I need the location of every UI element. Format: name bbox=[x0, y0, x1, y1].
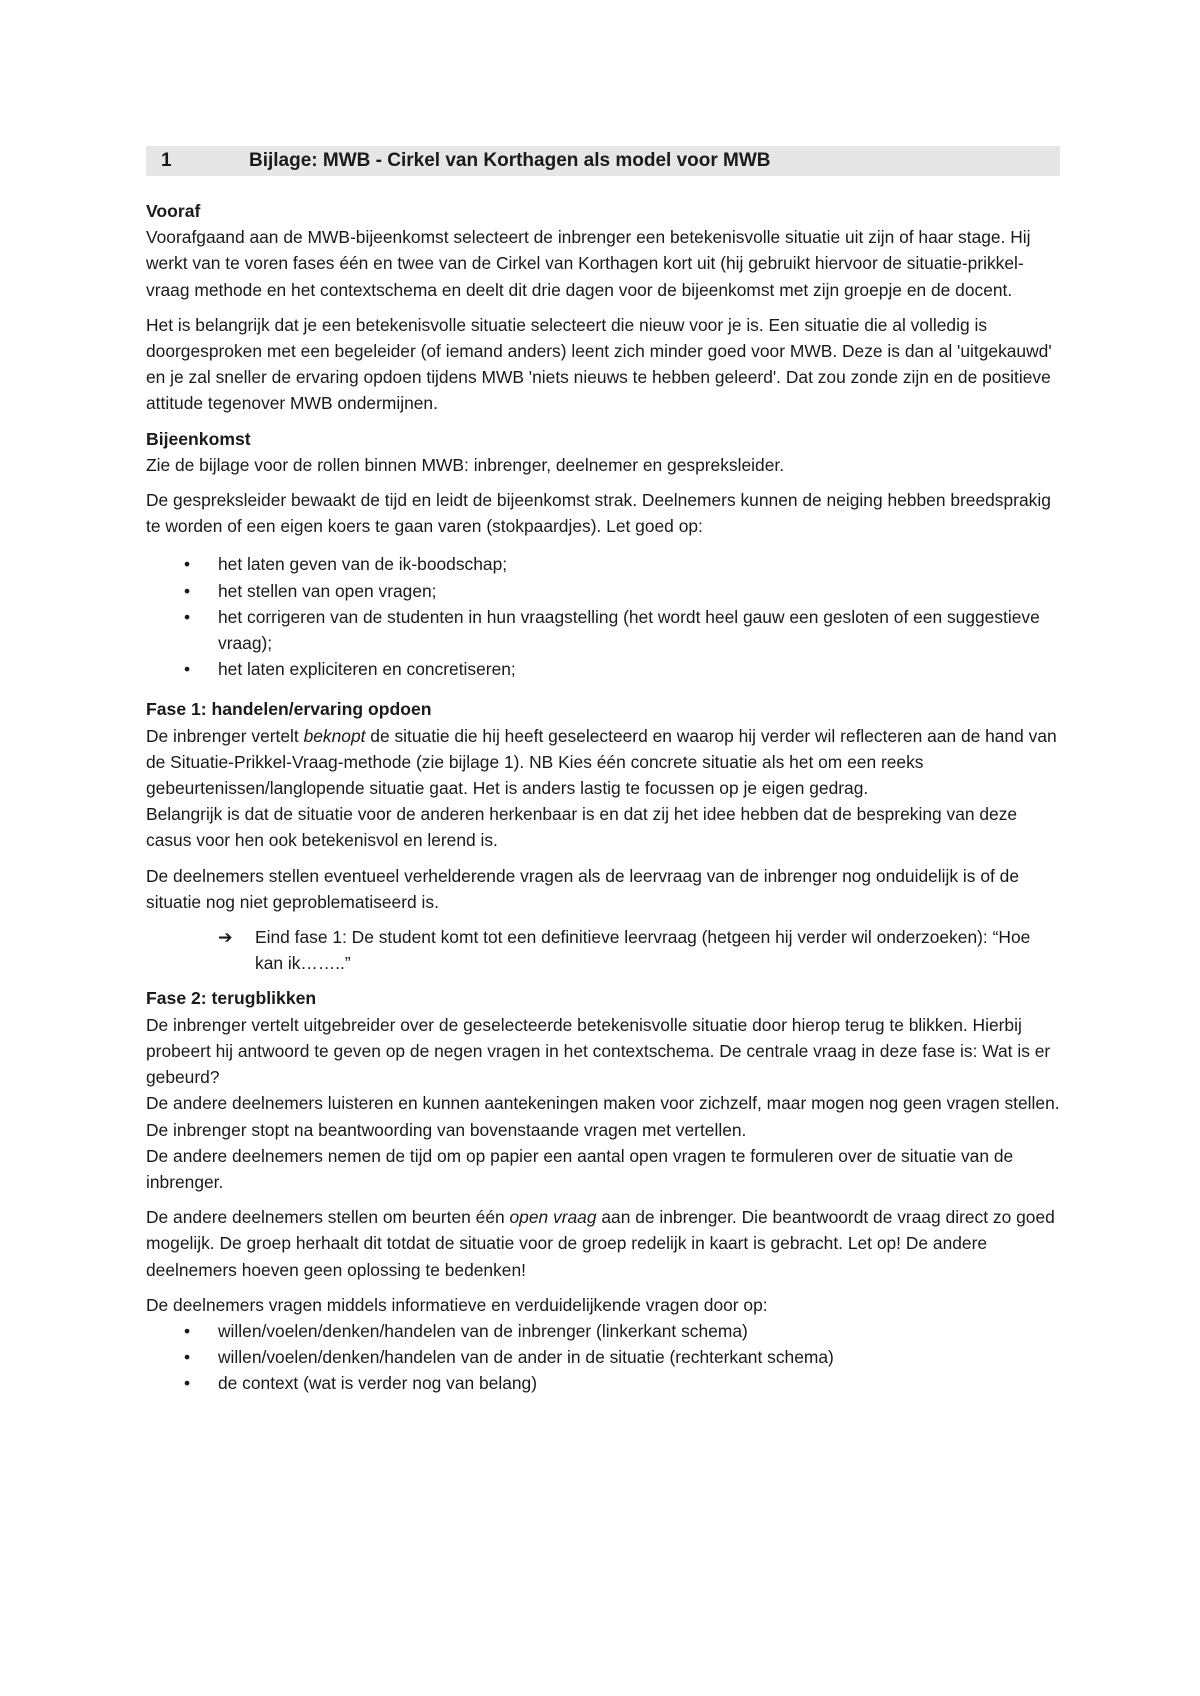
section-title-fase-1: Fase 1: handelen/ervaring opdoen bbox=[146, 699, 432, 720]
section-title-fase-2: Fase 2: terugblikken bbox=[146, 988, 317, 1009]
fase-2-line-1: De inbrenger vertelt uitgebreider over de geselecteerde betekenisvolle situatie door hierop terug te blikken. Hierbij probeert hij antwoord te geven op de negen vragen in het contextschema. De centrale vraag in deze fase is: Wat is er gebeurd? bbox=[146, 1014, 1051, 1088]
heading-title: Bijlage: MWB - Cirkel van Korthagen als model voor MWB bbox=[249, 149, 771, 171]
document-content bbox=[146, 146, 1060, 1397]
section-title-bijeenkomst: Bijeenkomst bbox=[146, 428, 251, 449]
bullet-icon: • bbox=[184, 580, 191, 601]
text-run: aan de inbrenger. Die beantwoordt de vraag direct zo goed mogelijk. De groep herhaalt dit totdat de situatie voor de groep redelijk in kaart is gebracht. Let op! De andere deelnemers hoeven geen oplossing te bedenken! bbox=[146, 1207, 1055, 1280]
bijeenkomst-paragraph-1: Zie de bijlage voor de rollen binnen MWB: inbrenger, deelnemer en gespreksleider. bbox=[146, 454, 785, 475]
list-item bbox=[146, 604, 1060, 656]
bullet-icon: • bbox=[184, 1347, 191, 1368]
emphasis-text: beknopt bbox=[303, 725, 366, 746]
list-item bbox=[146, 551, 1060, 577]
fase-1-paragraph-1b: Belangrijk is dat de situatie voor de anderen herkenbaar is en dat zij het idee hebben dat de bespreking van deze casus voor hen ook betekenisvol en lerend is. bbox=[146, 804, 1018, 851]
conclusion-item bbox=[146, 924, 1060, 976]
bullet-icon: • bbox=[184, 659, 191, 680]
bullet-icon: • bbox=[184, 1373, 191, 1394]
list-item-text: de context (wat is verder nog van belang) bbox=[218, 1373, 538, 1394]
list-item-text: het corrigeren van de studenten in hun vraagstelling (het wordt heel gauw een gesloten of een suggestieve vraag); bbox=[218, 606, 1040, 654]
fase-2-paragraph-3: De deelnemers vragen middels informatieve en verduidelijkende vragen door op: bbox=[146, 1294, 768, 1315]
bullet-icon: • bbox=[184, 1320, 191, 1341]
fase-2-line-4: De andere deelnemers nemen de tijd om op papier een aantal open vragen te formuleren over de situatie van de inbrenger. bbox=[146, 1145, 1014, 1192]
fase-2-line-3: De inbrenger stopt na beantwoording van bovenstaande vragen met vertellen. bbox=[146, 1119, 747, 1140]
emphasis-text: open vraag bbox=[509, 1207, 597, 1228]
text-run: de situatie die hij heeft geselecteerd en waarop hij verder wil reflecteren aan de hand van de Situatie-Prikkel-Vraag-methode (zie bijlage 1). NB Kies één concrete situatie als het om een reeks gebeurtenissen/langlopende situatie gaat. Het is anders lastig te focussen op je eigen gedrag. bbox=[146, 725, 1057, 799]
bullet-icon: • bbox=[184, 606, 191, 627]
fase-2-paragraph-2 bbox=[146, 1204, 1060, 1283]
bijeenkomst-paragraph-2: De gespreksleider bewaakt de tijd en leidt de bijeenkomst strak. Deelnemers kunnen de neiging hebben breedsprakig te worden of een eigen koers te gaan varen (stokpaardjes). Let goed op: bbox=[146, 490, 1051, 537]
bijeenkomst-list bbox=[146, 551, 1060, 682]
bullet-icon: • bbox=[184, 554, 191, 575]
list-item-text: het laten expliciteren en concretiseren; bbox=[218, 659, 516, 680]
text-run: De inbrenger vertelt bbox=[146, 725, 304, 746]
appendix-heading bbox=[146, 146, 1060, 176]
conclusion-text: Eind fase 1: De student komt tot een definitieve leervraag (hetgeen hij verder wil onderzoeken): “Hoe kan ik……..” bbox=[255, 927, 1031, 974]
text-run: De andere deelnemers stellen om beurten één bbox=[146, 1207, 510, 1228]
section-title-vooraf: Vooraf bbox=[146, 201, 201, 221]
vooraf-paragraph-1: Voorafgaand aan de MWB-bijeenkomst selecteert de inbrenger een betekenisvolle situatie uit zijn of haar stage. Hij werkt van te voren fases één en twee van de Cirkel van Korthagen kort uit (hij gebruikt hiervoor de situatie-prikkel-vraag methode en het contextschema en deelt dit drie dagen voor de bijeenkomst met zijn groepje en de docent. bbox=[146, 227, 1031, 300]
fase-2-line-2: De andere deelnemers luisteren en kunnen aantekeningen maken voor zichzelf, maar mogen nog geen vragen stellen. bbox=[146, 1093, 1060, 1114]
list-item bbox=[146, 656, 1060, 682]
list-item-text: willen/voelen/denken/handelen van de inbrenger (linkerkant schema) bbox=[218, 1320, 748, 1341]
heading-number: 1 bbox=[161, 149, 172, 171]
fase-2-list bbox=[146, 1318, 1060, 1397]
arrow-right-icon: ➔ bbox=[218, 927, 233, 948]
list-item bbox=[146, 1370, 1060, 1396]
list-item bbox=[146, 1344, 1060, 1370]
fase-1-paragraph-1 bbox=[146, 723, 1060, 802]
list-item bbox=[146, 578, 1060, 604]
fase-1-paragraph-2: De deelnemers stellen eventueel verhelderende vragen als de leervraag van de inbrenger nog onduidelijk is of de situatie nog niet geproblematiseerd is. bbox=[146, 865, 1019, 912]
list-item-text: willen/voelen/denken/handelen van de ander in de situatie (rechterkant schema) bbox=[218, 1347, 834, 1368]
list-item bbox=[146, 1318, 1060, 1344]
list-item-text: het laten geven van de ik-boodschap; bbox=[218, 554, 508, 575]
vooraf-paragraph-2: Het is belangrijk dat je een betekenisvolle situatie selecteert die nieuw voor je is. Een situatie die al volledig is doorgesproken met een begeleider (of iemand anders) leent zich minder goed voor MWB. Deze is dan al 'uitgekauwd' en je zal sneller de ervaring opdoen tijdens MWB 'niets nieuws te hebben geleerd'. Dat zou zonde zijn en de positieve attitude tegenover MWB ondermijnen. bbox=[146, 314, 1052, 414]
list-item-text: het stellen van open vragen; bbox=[218, 580, 437, 601]
